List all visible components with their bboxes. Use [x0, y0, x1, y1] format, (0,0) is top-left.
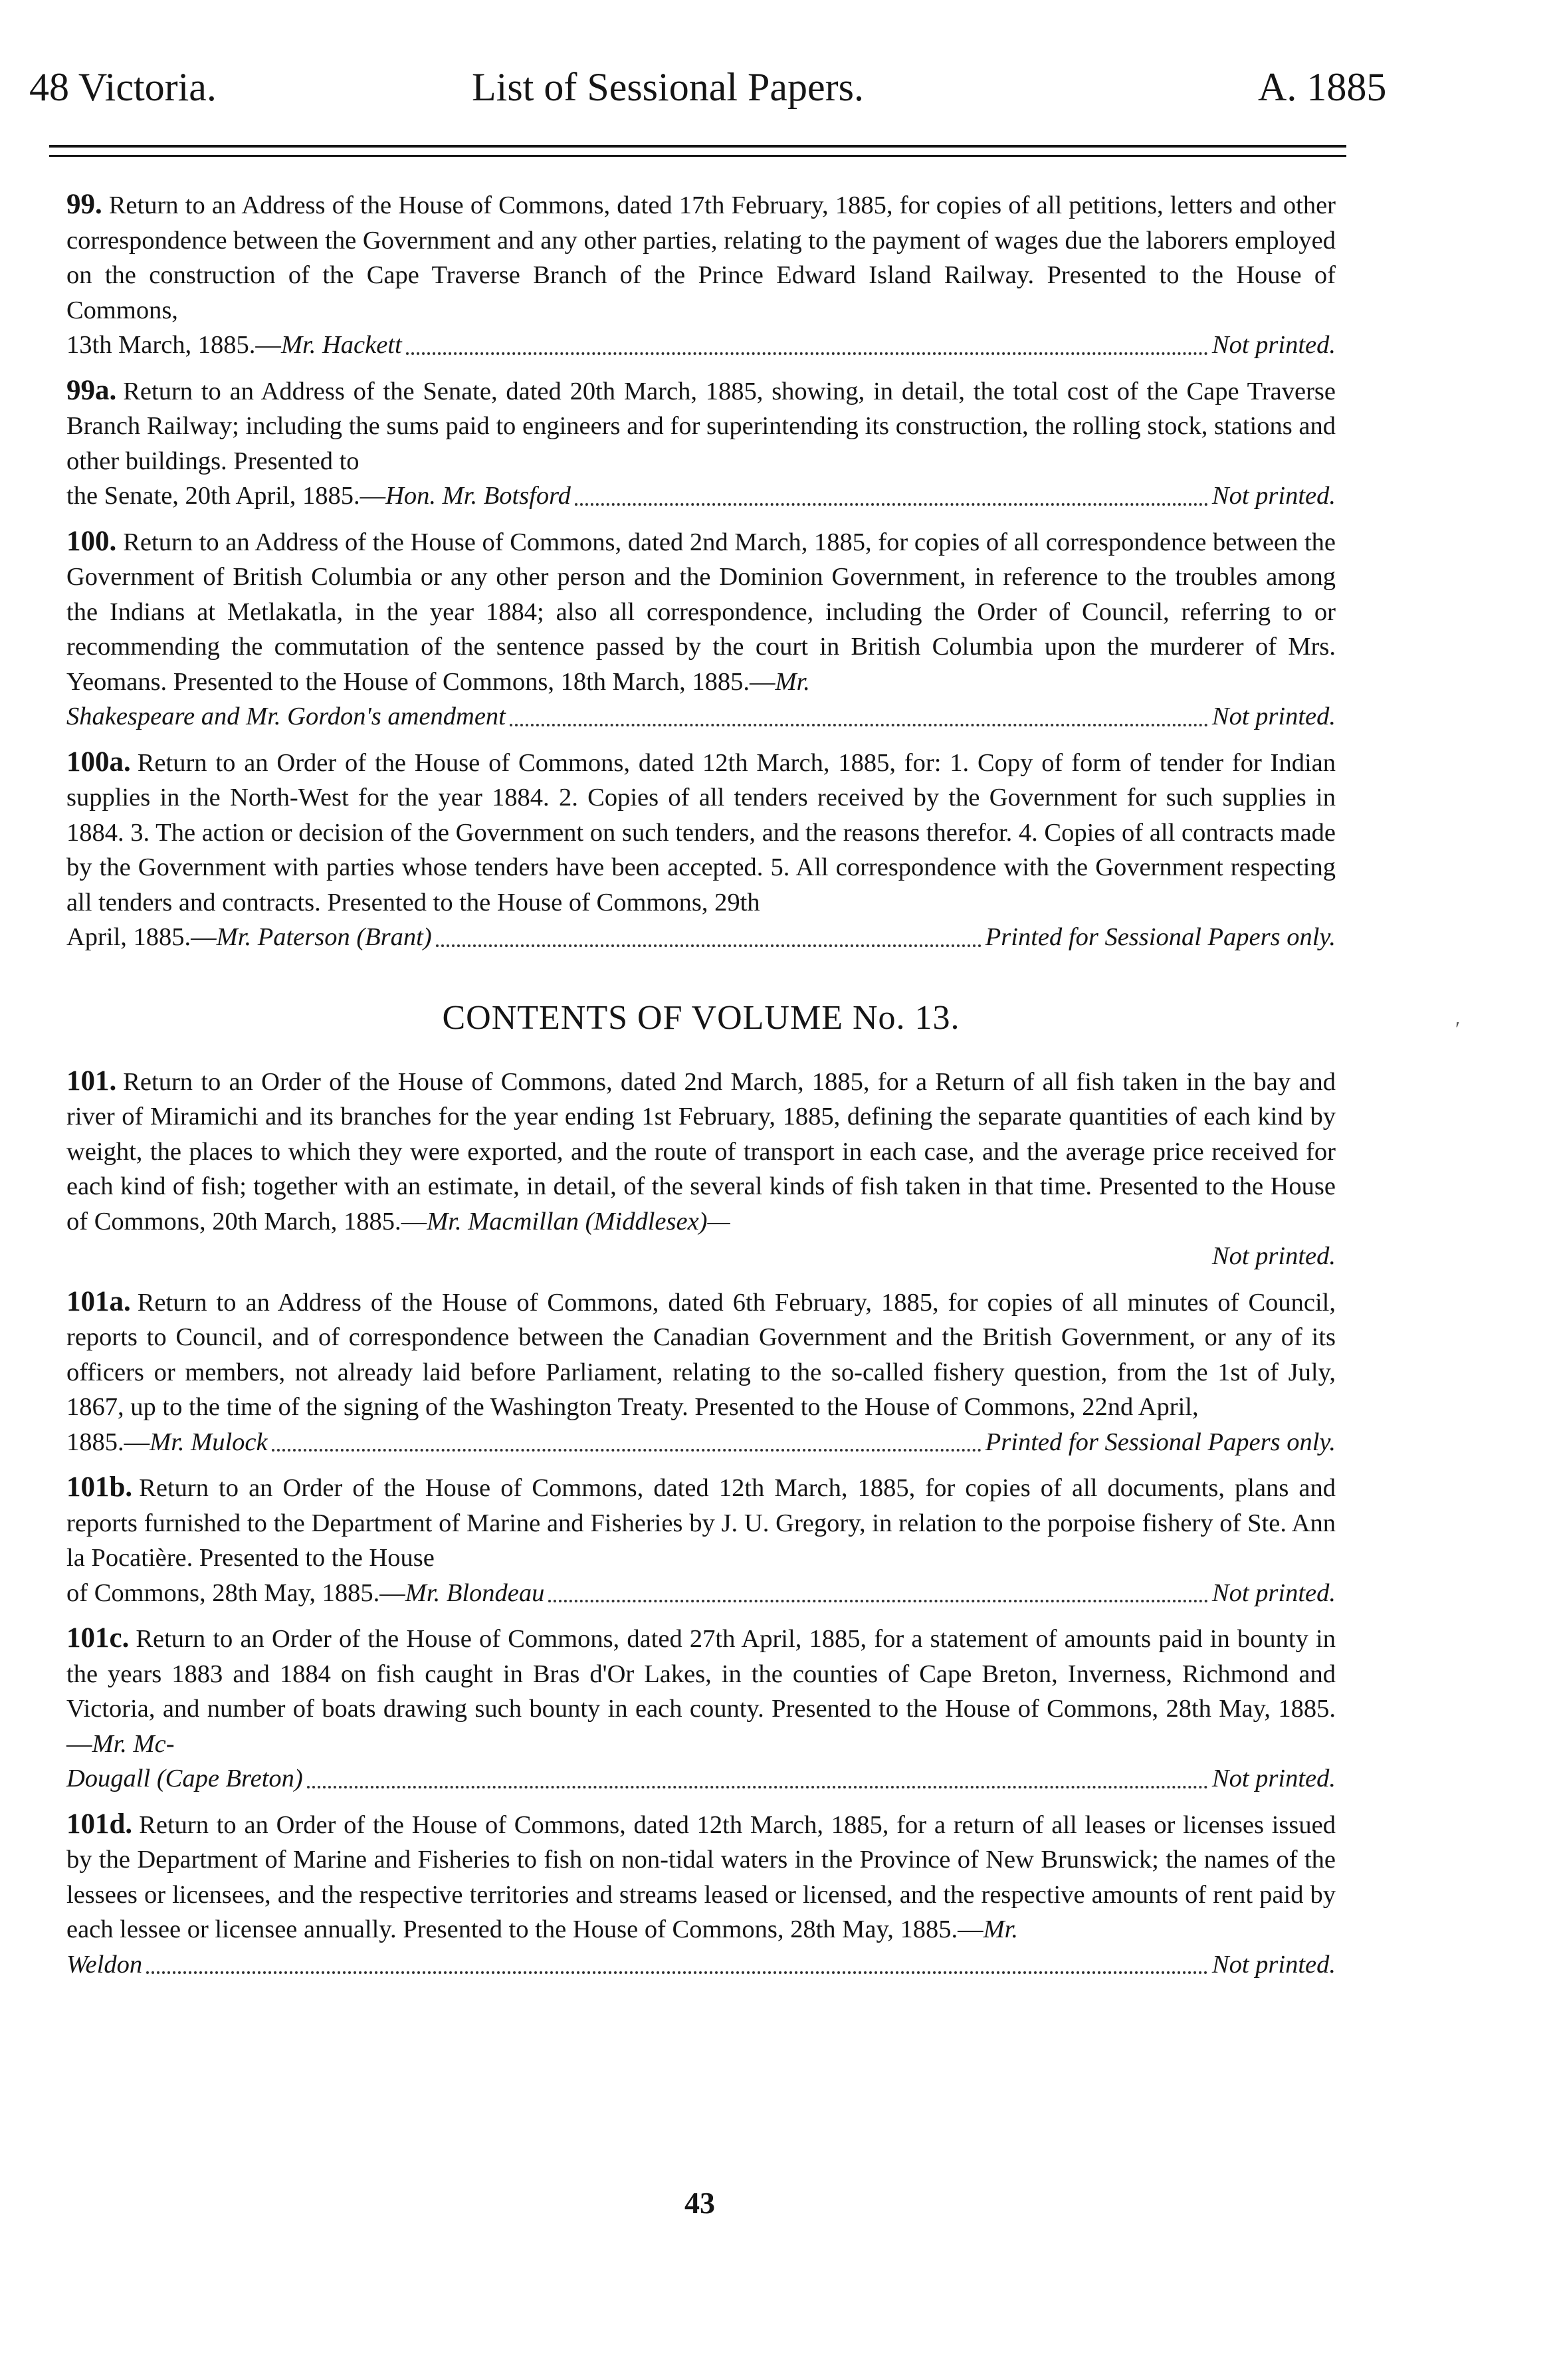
paper-body: Return to an Address of the House of Commons, dated 2nd March, 1885, for copies of all correspondence between the Government of British Columbia or any other person and the Dominion Government, in reference to the troubles among the Indians at Metlakatla, in the year 1884; also all correspondence, including the Order of Council, referring to or recommending the commutation of the sentence passed by the court in British Columbia upon the murderer of Mrs. Yeomans. Presented to the House of Commons, 18th March, 1885.— [66, 528, 1336, 696]
paper-status: Printed for Sessional Papers only. [985, 923, 1336, 951]
paper-number: 101. [66, 1065, 117, 1097]
paper-number: 101b. [66, 1471, 133, 1503]
paper-leader-line [66, 920, 1336, 955]
paper-status: Not printed. [1211, 1578, 1336, 1607]
paper-number: 100. [66, 525, 117, 557]
paper-entry-99a [66, 374, 1336, 514]
paper-tail: 1885.— [66, 1428, 150, 1456]
paper-mover-start: Mr. [983, 1915, 1019, 1943]
margin-mark: ʹ [1455, 1017, 1460, 1041]
header-session: 48 Victoria. [29, 65, 217, 109]
dot-leader [307, 1786, 1208, 1788]
paper-number: 99a. [66, 374, 117, 406]
paper-number: 99. [66, 189, 102, 220]
paper-status: Not printed. [1211, 703, 1336, 730]
paper-number: 101d. [66, 1808, 133, 1840]
paper-status: Not printed. [1211, 331, 1336, 359]
paper-leader-line [66, 1576, 1336, 1611]
paper-number: 100a. [66, 746, 131, 778]
paper-mover: Hon. Mr. Botsford [385, 482, 571, 510]
paper-tail: of Commons, 28th May, 1885.— [66, 1578, 405, 1607]
paper-body: Return to an Order of the House of Commons, dated 27th April, 1885, for a statement of amounts paid in bounty in the years 1883 and 1884 on fish caught in Bras d'Or Lakes, in the counties of Cape Breton, Inverness, Richmond and Victoria, and number of boats drawing such bounty in each county. Presented to the House of Commons, 28th May, 1885.— [66, 1625, 1336, 1758]
paper-leader-line [66, 1761, 1336, 1796]
dot-leader [272, 1449, 982, 1452]
paper-body: Return to an Order of the House of Commons, dated 2nd March, 1885, for a Return of all fish taken in the bay and river of Miramichi and its branches for the year ending 1st February, 1885, defining the separate quantities of each kind by weight, the places to which they were exported, and the route of transport in each case, and the average price received for each kind of fish; together with an estimate, in detail, of the several kinds of fish taken in that time. Presented to the House of Commons, 20th March, 1885.— [66, 1067, 1336, 1236]
paper-entry-101c [66, 1621, 1336, 1796]
paper-body: Return to an Address of the Senate, dated 20th March, 1885, showing, in detail, the total cost of the Cape Traverse Branch Railway; including the sums paid to engineers and for superintending its construction, the rolling stock, stations and other buildings. Presented to [66, 377, 1336, 475]
paper-body: Return to an Address of the House of Commons, dated 6th February, 1885, for copies of all minutes of Council, reports to Council, and of correspondence between the Canadian Government and the British Government, or any of its officers or members, not already laid before Parliament, relating to the so-called fishery question, from the 1st of July, 1867, up to the time of the signing of the Washington Treaty. Presented to the House of Commons, 22nd April, [66, 1288, 1336, 1421]
paper-body: Return to an Address of the House of Commons, dated 17th February, 1885, for copies of all petitions, letters and other correspondence between the Government and any other parties, relating to the payment of wages due the laborers employed on the construction of the Cape Traverse Branch of the Prince Edward Island Railway. Presented to the House of Commons, [66, 191, 1336, 324]
paper-mover: Mr. Paterson (Brant) [216, 923, 432, 951]
paper-mover: Mr. Macmillan (Middlesex)— [427, 1207, 730, 1236]
paper-entry-100 [66, 524, 1336, 734]
paper-number: 101a. [66, 1285, 131, 1317]
paper-mover-start: Mr. [775, 667, 810, 696]
paper-entry-99 [66, 187, 1336, 363]
page-number: 43 [684, 2186, 715, 2220]
paper-leader-line [66, 699, 1336, 734]
paper-leader-line [66, 479, 1336, 514]
paper-body: Return to an Order of the House of Commons, dated 12th March, 1885, for a return of all leases or licenses issued by the Department of Marine and Fisheries to fish on non-tidal waters in the Province of New Brunswick; the names of the lessees or licensees, and the respective territories and streams leased or licensed, and the respective amounts of rent paid by each lessee or licensee annually. Presented to the House of Commons, 28th May, 1885.— [66, 1810, 1336, 1943]
papers-list [66, 187, 1336, 1982]
dot-leader [575, 503, 1208, 506]
paper-mover: Dougall (Cape Breton) [66, 1765, 303, 1792]
dot-leader [146, 1971, 1208, 1974]
paper-mover: Mr. Mulock [150, 1428, 268, 1456]
paper-mover: Weldon [66, 1950, 143, 1979]
paper-status: Not printed. [1211, 1242, 1336, 1270]
paper-number: 101c. [66, 1622, 130, 1654]
paper-mover-start: Mr. Mc- [92, 1729, 175, 1758]
header-rule-thin [49, 155, 1346, 157]
paper-status: Printed for Sessional Papers only. [985, 1428, 1336, 1456]
paper-mover: Mr. Blondeau [405, 1578, 545, 1607]
paper-status: Not printed. [1211, 1765, 1336, 1792]
paper-mover: Mr. Hackett [280, 331, 402, 359]
paper-body: Return to an Order of the House of Commons, dated 12th March, 1885, for copies of all documents, plans and reports furnished to the Department of Marine and Fisheries by J. U. Gregory, in relation to the porpoise fishery of Ste. Ann la Pocatière. Presented to the House [66, 1474, 1336, 1572]
paper-entry-101b [66, 1470, 1336, 1610]
dot-leader [510, 724, 1208, 726]
dot-leader [406, 352, 1208, 355]
paper-status: Not printed. [1211, 1950, 1336, 1979]
paper-entry-101a [66, 1285, 1336, 1460]
paper-mover: Shakespeare and Mr. Gordon's amendment [66, 703, 506, 730]
paper-leader-line [66, 1947, 1336, 1983]
paper-tail: 13th March, 1885.— [66, 331, 281, 359]
paper-entry-101 [66, 1064, 1336, 1274]
paper-status: Not printed. [1211, 482, 1336, 510]
paper-entry-100a [66, 745, 1336, 955]
header-title: List of Sessional Papers. [472, 65, 864, 109]
dot-leader [548, 1600, 1208, 1602]
dot-leader [436, 944, 982, 947]
paper-body: Return to an Order of the House of Commons, dated 12th March, 1885, for: 1. Copy of form of tender for Indian supplies in the North-West for the year 1884. 2. Copies of all tenders received by the Government for such supplies in 1884. 3. The action or decision of the Government on such tenders, and the reasons therefor. 4. Copies of all contracts made by the Government with parties whose tenders have been accepted. 5. All correspondence with the Government respecting all tenders and contracts. Presented to the House of Commons, 29th [66, 748, 1336, 917]
paper-tail: April, 1885.— [66, 923, 217, 951]
paper-leader-line [66, 328, 1336, 363]
volume-heading: CONTENTS OF VOLUME No. 13. [442, 998, 960, 1037]
header-year: A. 1885 [1258, 65, 1387, 109]
paper-tail: the Senate, 20th April, 1885.— [66, 482, 386, 510]
paper-leader-line [66, 1425, 1336, 1460]
paper-entry-101d [66, 1807, 1336, 1983]
header-rule [49, 145, 1346, 148]
